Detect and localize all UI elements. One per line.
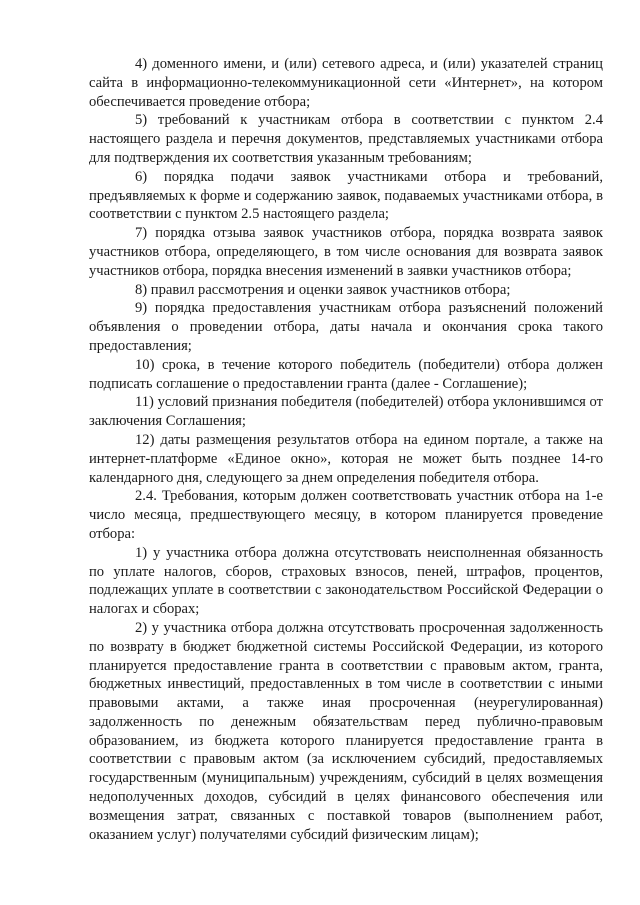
list-item-6-application-procedure: 6) порядка подачи заявок участниками отбора и требований, предъявляемых к форме и содержанию заявок, подаваемых участниками отбора, в соответствии с пунктом 2.5 настоящего раздела;	[89, 168, 603, 223]
list-item-10-signing-deadline: 10) срока, в течение которого победитель (победители) отбора должен подписать соглашение о предоставлении гранта (далее - Соглашение);	[89, 356, 603, 392]
list-item-5-requirements: 5) требований к участникам отбора в соответствии с пунктом 2.4 настоящего раздела и перечня документов, представляемых участниками отбора для подтверждения их соответствия указанным требованиям;	[89, 112, 603, 166]
list-item-4-domain: 4) доменного имени, и (или) сетевого адреса, и (или) указателей страниц сайта в информационно-телекоммуникационной сети «Интернет», на котором обеспечивается проведение отбора;	[89, 56, 603, 110]
list-item-8-review-rules: 8) правил рассмотрения и оценки заявок участников отбора;	[135, 281, 511, 298]
list-item-7-withdrawal-procedure: 7) порядка отзыва заявок участников отбора, порядка возврата заявок участников отбора, определяющего, в том числе основания для возврата заявок участников отбора, порядка внесения изменений в заявки участников отбора;	[89, 225, 603, 279]
list-item-9-clarifications: 9) порядка предоставления участникам отбора разъяснений положений объявления о проведении отбора, даты начала и окончания срока такого предоставления;	[89, 300, 603, 354]
list-item-12-results-publication: 12) даты размещения результатов отбора на едином портале, а также на интернет-платформе «Единое окно», которая не может быть позднее 14-го календарного дня, следующего за днем определения победителя отбора.	[89, 431, 603, 486]
requirement-1-taxes: 1) у участника отбора должна отсутствовать неисполненная обязанность по уплате налогов, сборов, страховых взносов, пеней, штрафов, процентов, подлежащих уплате в соответствии с законодательством Российской Федерации о налогах и сборах;	[89, 544, 603, 618]
section-2-4-heading: 2.4. Требования, которым должен соответствовать участник отбора на 1-е число месяца, предшествующего месяцу, в котором планируется проведение отбора:	[89, 488, 603, 542]
document-body	[89, 55, 603, 844]
list-item-11-evasion-conditions: 11) условий признания победителя (победителей) отбора уклонившимся от заключения Соглашения;	[89, 394, 603, 430]
requirement-2-debt: 2) у участника отбора должна отсутствовать просроченная задолженность по возврату в бюджет бюджетной системы Российской Федерации, из которого планируется предоставление гранта в соответствии с правовым актом, гранта, бюджетных инвестиций, предоставленных в том числе в соответствии с иными правовыми актами, а также иная просроченная (неурегулированная) задолженность по денежным обязательствам перед публично-правовым образованием, из бюджета которого планируется предоставление гранта в соответствии с правовым актом (за исключением субсидий, предоставляемых государственным (муниципальным) учреждениям, субсидий в целях возмещения недополученных доходов, субсидий в целях финансового обеспечения или возмещения затрат, связанных с поставкой товаров (выполнением работ, оказанием услуг) получателями субсидий физическим лицам);	[89, 619, 603, 843]
